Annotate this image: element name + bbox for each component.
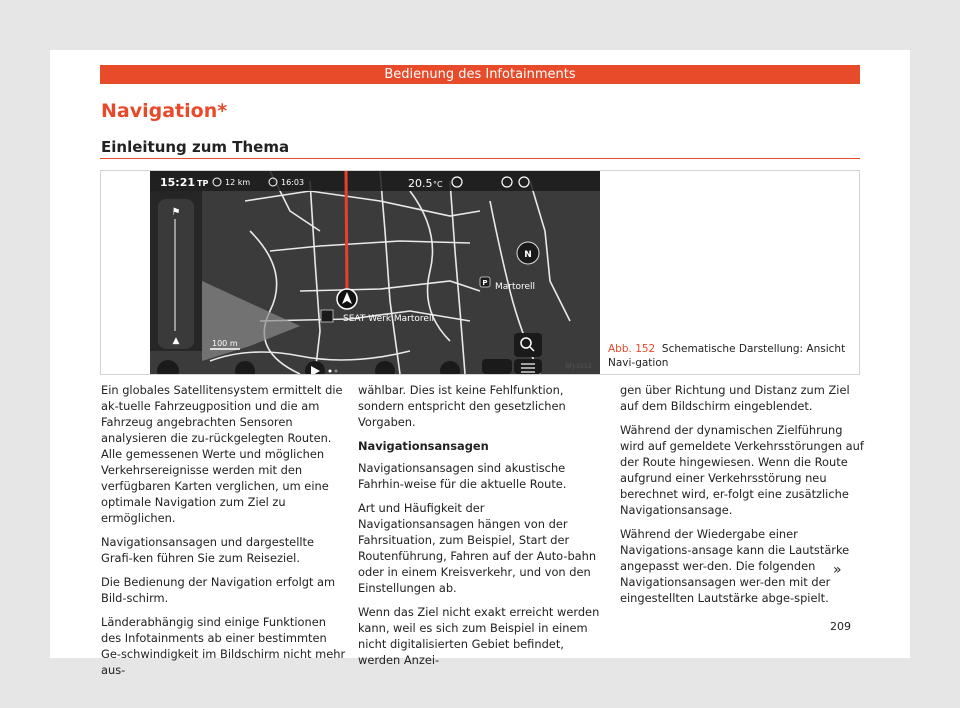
svg-text:16:03: 16:03 bbox=[281, 178, 305, 187]
svg-text:100 m: 100 m bbox=[212, 339, 238, 348]
page-number: 209 bbox=[830, 620, 851, 633]
section-heading: Navigationsansagen bbox=[358, 439, 489, 453]
svg-text:Martorell: Martorell bbox=[495, 282, 536, 292]
paragraph: Art und Häufigkeit der Navigationsansagen hängen von der Fahrsituation, zum Beispiel, Start der Routenführung, Fahren auf der Auto-bahn oder in einem Kreisverkehr, und von den Einstellungen ab. bbox=[358, 501, 597, 595]
paragraph: Die Bedienung der Navigation erfolgt am Bild-schirm. bbox=[101, 575, 336, 605]
paragraph: gen über Richtung und Distanz zum Ziel auf dem Bildschirm eingeblendet. bbox=[620, 383, 850, 413]
building-icon bbox=[321, 310, 333, 322]
paragraph: wählbar. Dies ist keine Fehlfunktion, sondern entspricht den gesetzlichen Vorgaben. bbox=[358, 383, 566, 429]
phone-icon bbox=[375, 361, 395, 374]
section-header: Bedienung des Infotainments bbox=[100, 65, 860, 84]
navigation-map bbox=[150, 171, 600, 374]
figure-caption bbox=[608, 342, 858, 370]
route-line bbox=[346, 171, 347, 291]
text-column-2 bbox=[358, 382, 603, 676]
paragraph: Länderabhängig sind einige Funktionen des Infotainments ab einer bestimmten Ge-schwindigkeit im Bildschirm nicht mehr aus- bbox=[101, 615, 346, 677]
svg-text:°C: °C bbox=[433, 180, 443, 189]
status-bar bbox=[150, 171, 600, 191]
paragraph: Ein globales Satellitensystem ermittelt die ak-tuelle Fahrzeugposition und die am Fahrzeug angebrachten Sensoren analysieren die zu-rückgelegten Routen. Alle gemessenen Werte und möglichen Verkehrsereignisse werden mit den verfügbaren Karten verglichen, um eine optimale Navigation zum Ziel zu ermöglichen. bbox=[101, 383, 343, 525]
paragraph: Während der Wiedergabe einer Navigations-ansage kann die Lautstärke angepasst wer-den. Die folgenden Navigationsansagen wer-den mit der eingestellten Lautstärke abge-spielt. bbox=[620, 527, 850, 605]
clock: 15:21 bbox=[160, 176, 196, 189]
search-button bbox=[514, 333, 542, 357]
svg-text:▲: ▲ bbox=[172, 336, 180, 346]
navigation-screen bbox=[150, 171, 600, 374]
temperature: 20.5 bbox=[408, 177, 433, 190]
figure-code: BFJ-0212 bbox=[565, 363, 592, 370]
page-title: Navigation* bbox=[101, 100, 228, 122]
svg-text:SEAT Werk Martorell: SEAT Werk Martorell bbox=[343, 314, 434, 324]
text-column-1 bbox=[101, 382, 346, 686]
route-options-button bbox=[482, 359, 512, 374]
svg-text:TP: TP bbox=[197, 179, 209, 188]
climate-icon bbox=[157, 360, 179, 374]
continue-mark: » bbox=[833, 562, 842, 578]
paragraph: Während der dynamischen Zielführung wird auf gemeldete Verkehrsstörungen auf der Route hingewiesen. Wenn die Route aufgrund einer Verkehrsstörung neu berechnet wird, er-folgt eine zusätzliche Navigationsansage. bbox=[620, 423, 864, 517]
manual-page bbox=[50, 50, 910, 677]
flag-icon: ⚑ bbox=[171, 207, 181, 218]
svg-text:12 km: 12 km bbox=[225, 178, 251, 187]
svg-text:N: N bbox=[524, 250, 532, 260]
gear-icon bbox=[235, 361, 255, 374]
paragraph: Wenn das Ziel nicht exakt erreicht werden kann, weil es sich zum Beispiel in einem nicht digitalisierten Gebiet befindet, werden Anzei- bbox=[358, 605, 600, 667]
heading-rule bbox=[100, 158, 860, 159]
fan-mode-icon bbox=[440, 361, 460, 374]
caption-text: Schematische Darstellung: Ansicht Navi-gation bbox=[608, 343, 846, 369]
paragraph: Navigationsansagen sind akustische Fahrhin-weise für die aktuelle Route. bbox=[358, 461, 567, 491]
page-subtitle: Einleitung zum Thema bbox=[101, 138, 290, 156]
svg-text:P: P bbox=[482, 279, 488, 287]
paragraph: Navigationsansagen und dargestellte Grafi-ken führen Sie zum Reiseziel. bbox=[101, 535, 314, 565]
caption-number: Abb. 152 bbox=[608, 343, 656, 355]
text-column-3 bbox=[620, 382, 865, 614]
